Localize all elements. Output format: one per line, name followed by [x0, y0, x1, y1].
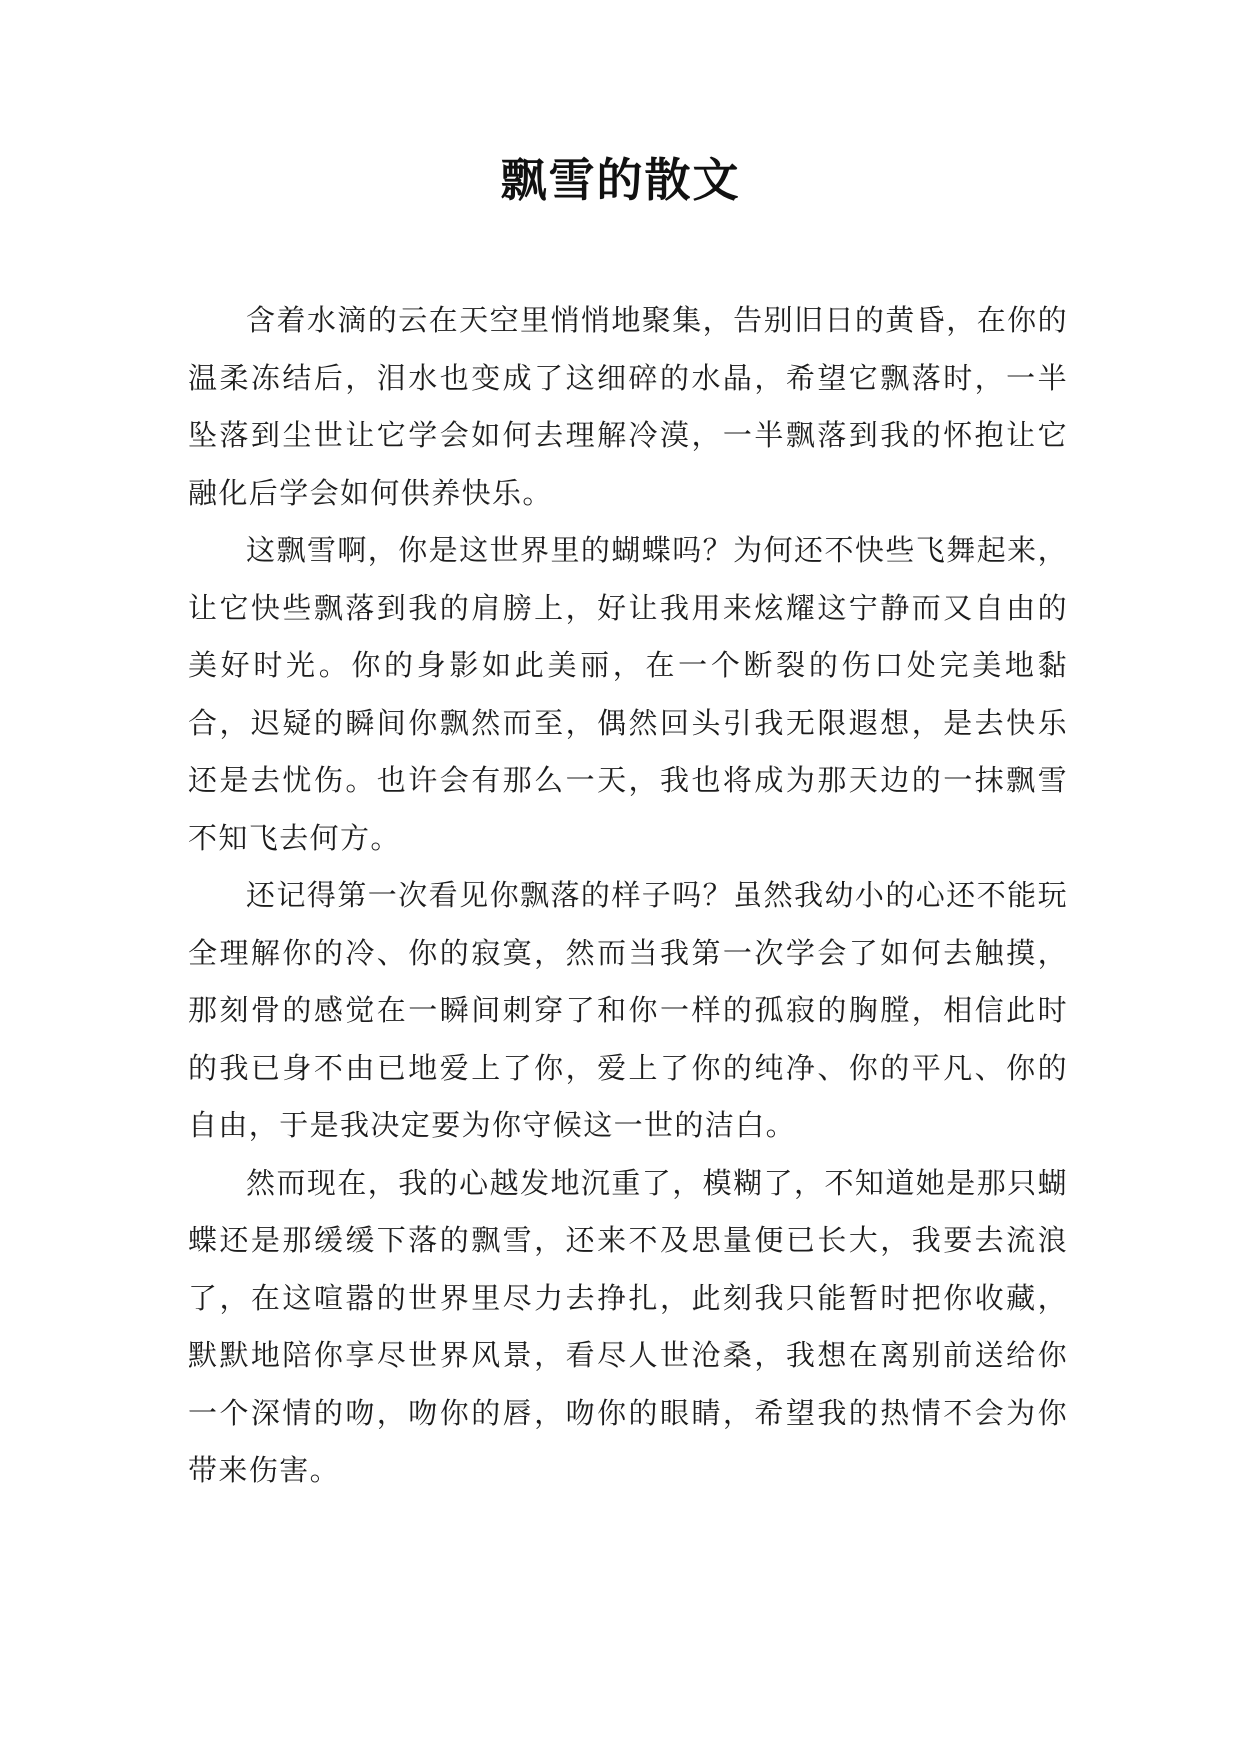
- paragraph: 还记得第一次看见你飘落的样子吗？虽然我幼小的心还不能玩全理解你的冷、你的寂寞，然而当我第一次学会了如何去触摸，那刻骨的感觉在一瞬间刺穿了和你一样的孤寂的胸膛，相信此时的我已身不由已地爱上了你，爱上了你的纯净、你的平凡、你的自由，于是我决定要为你守候这一世的洁白。: [188, 878, 1068, 1142]
- document-title: 飘雪的散文: [500, 153, 741, 207]
- paragraph: 这飘雪啊，你是这世界里的蝴蝶吗？为何还不快些飞舞起来，让它快些飘落到我的肩膀上，好让我用来炫耀这宁静而又自由的美好时光。你的身影如此美丽，在一个断裂的伤口处完美地黏合，迟疑的瞬间你飘然而至，偶然回头引我无限遐想，是去快乐还是去忧伤。也许会有那么一天，我也将成为那天边的一抹飘雪不知飞去何方。: [188, 533, 1068, 855]
- paragraph: 然而现在，我的心越发地沉重了，模糊了，不知道她是那只蝴蝶还是那缓缓下落的飘雪，还来不及思量便已长大，我要去流浪了，在这喧嚣的世界里尽力去挣扎，此刻我只能暂时把你收藏，默默地陪你享尽世界风景，看尽人世沧桑，我想在离别前送给你一个深情的吻，吻你的唇，吻你的眼睛，希望我的热情不会为你带来伤害。: [188, 1165, 1068, 1487]
- document-body: [188, 292, 1068, 1500]
- paragraph: 含着水滴的云在天空里悄悄地聚集，告别旧日的黄昏，在你的温柔冻结后，泪水也变成了这细碎的水晶，希望它飘落时，一半坠落到尘世让它学会如何去理解冷漠，一半飘落到我的怀抱让它融化后学会如何供养快乐。: [188, 303, 1068, 510]
